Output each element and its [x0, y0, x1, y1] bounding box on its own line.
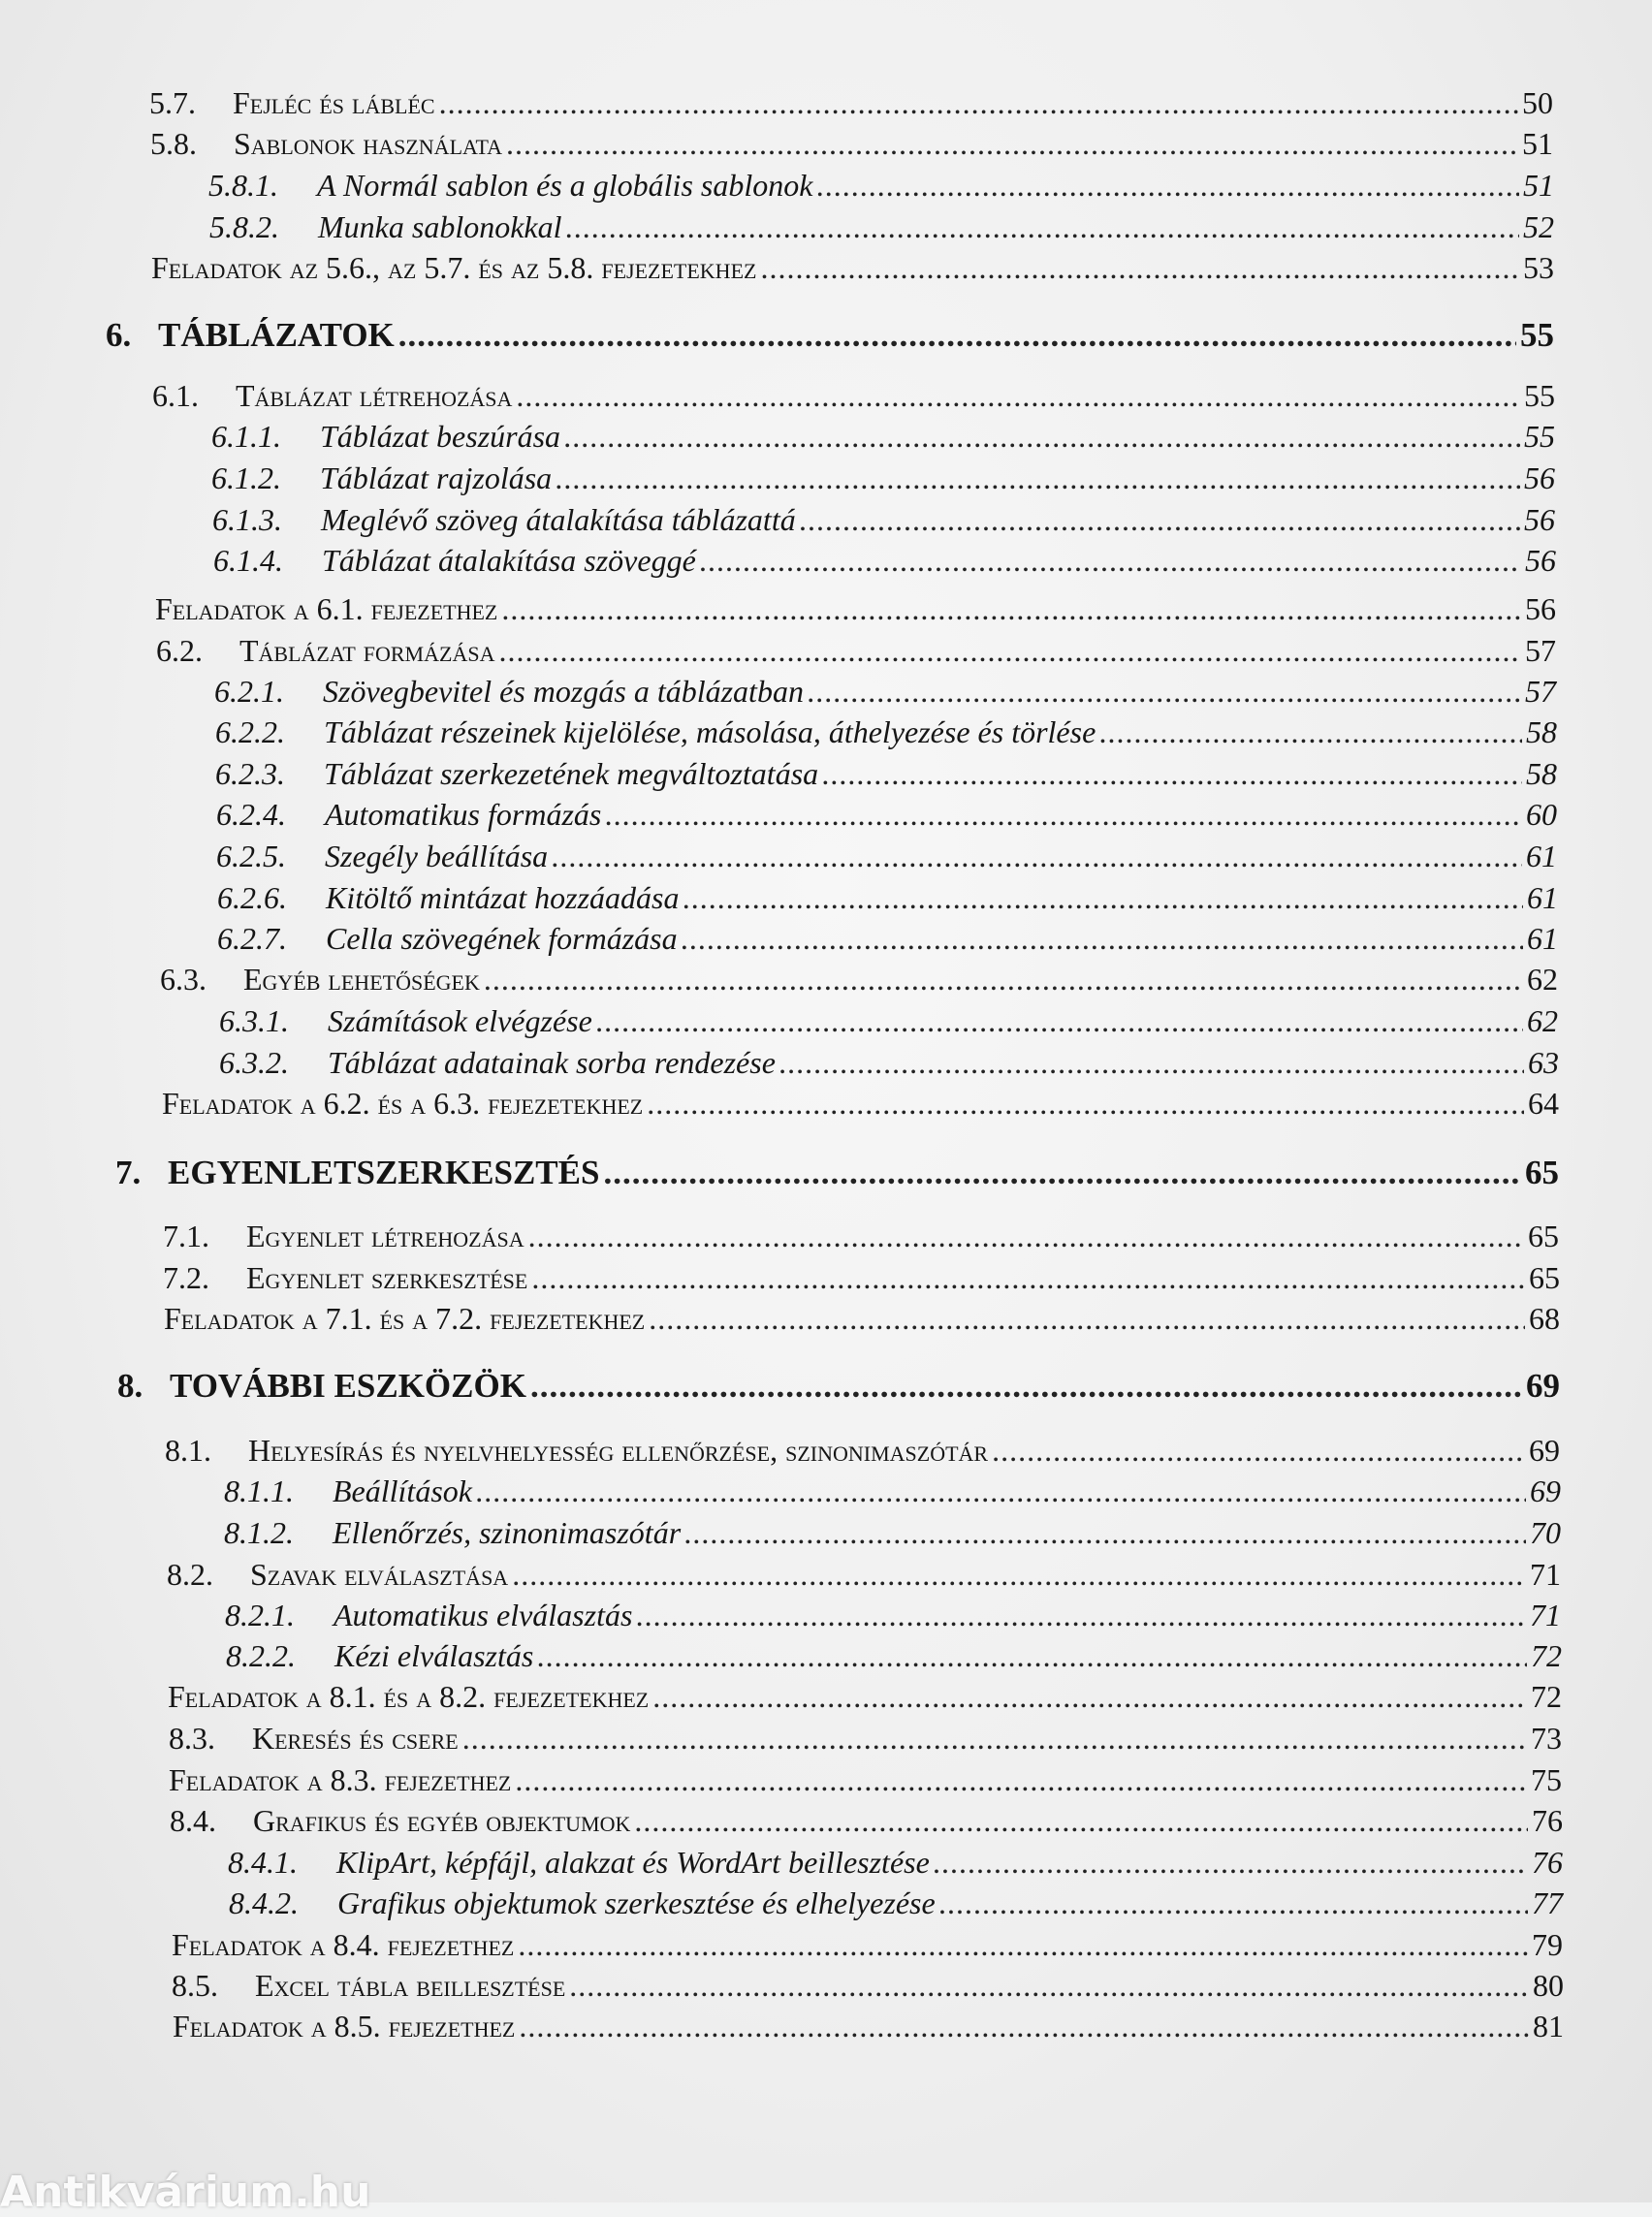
leader-dots — [934, 1845, 1528, 1881]
toc-subsection — [229, 1885, 1563, 1924]
toc-number: 5.8. — [150, 126, 197, 161]
toc-page-number: 61 — [1526, 839, 1557, 873]
toc-number: 8. — [117, 1367, 143, 1405]
toc-section — [167, 1557, 1561, 1596]
leader-dots — [439, 85, 1518, 121]
toc-number: 6.1.1. — [211, 419, 281, 454]
leader-dots — [518, 1927, 1528, 1963]
toc-title: Feladatok a 8.1. és a 8.2. fejezetekhez — [168, 1679, 650, 1714]
toc-title: Grafikus objektumok szerkesztése és elhelyezése — [337, 1885, 936, 1920]
toc-number: 8.2.2. — [226, 1638, 296, 1673]
toc-title: A Normál sablon és a globális sablonok — [317, 168, 813, 203]
toc-number: 6.3. — [160, 962, 206, 997]
toc-page-number: 72 — [1531, 1638, 1562, 1673]
toc-number: 6.1. — [152, 378, 199, 413]
leader-dots — [566, 209, 1520, 245]
toc-number: 6.2.4. — [216, 797, 286, 832]
leader-dots — [498, 633, 1521, 669]
leader-dots — [596, 1003, 1523, 1039]
leader-dots — [800, 502, 1520, 538]
leader-dots — [528, 1219, 1524, 1254]
toc-page-number: 73 — [1531, 1721, 1562, 1756]
leader-dots — [700, 543, 1521, 579]
toc-subsection — [215, 756, 1557, 795]
leader-dots — [537, 1638, 1527, 1674]
toc-subsection — [215, 714, 1557, 753]
toc-subsection — [211, 419, 1555, 458]
toc-page-number: 62 — [1527, 1003, 1558, 1038]
toc-title: Feladatok a 6.2. és a 6.3. fejezetekhez — [162, 1086, 644, 1121]
toc-title: Meglévő szöveg átalakítása táblázattá — [321, 502, 796, 537]
toc-page-number: 65 — [1525, 1154, 1559, 1191]
toc-title: Feladatok a 8.4. fejezethez — [172, 1927, 515, 1962]
toc-section — [150, 126, 1553, 165]
toc-number: 6. — [106, 316, 132, 354]
toc-section — [165, 1433, 1560, 1472]
toc-exercises — [173, 2009, 1564, 2047]
toc-page-number: 69 — [1530, 1473, 1561, 1508]
leader-dots — [684, 1515, 1526, 1551]
toc-page-number: 79 — [1532, 1927, 1563, 1962]
toc-title: Fejléc és lábléc — [233, 85, 435, 120]
toc-number: 5.8.1. — [208, 168, 278, 203]
toc-title: Számítások elvégzése — [328, 1003, 592, 1038]
leader-dots — [647, 1086, 1524, 1122]
leader-dots — [564, 419, 1520, 455]
toc-subsection — [211, 460, 1555, 499]
toc-title: Grafikus és egyéb objektumok — [253, 1803, 631, 1838]
leader-dots — [816, 168, 1519, 204]
toc-number: 8.2.1. — [225, 1598, 295, 1632]
leader-dots — [634, 1803, 1528, 1839]
toc-title: Keresés és csere — [252, 1721, 459, 1756]
toc-subsection — [224, 1473, 1561, 1512]
toc-page-number: 57 — [1525, 674, 1556, 709]
toc-exercises — [155, 591, 1556, 630]
toc-page-number: 68 — [1529, 1301, 1560, 1336]
toc-title: Táblázat beszúrása — [320, 419, 561, 454]
toc-page-number: 60 — [1526, 797, 1557, 832]
toc-page-number: 51 — [1523, 168, 1554, 203]
leader-dots — [760, 250, 1519, 286]
toc-page-number: 63 — [1528, 1045, 1559, 1080]
toc-subsection — [212, 502, 1555, 541]
toc-page-number: 55 — [1524, 378, 1555, 413]
toc-page-number: 62 — [1527, 962, 1558, 997]
toc-number: 6.1.3. — [212, 502, 282, 537]
leader-dots — [484, 962, 1523, 998]
toc-page-number: 80 — [1533, 1968, 1564, 2003]
toc-title: Kézi elválasztás — [334, 1638, 534, 1673]
toc-title: Szavak elválasztása — [250, 1557, 509, 1592]
toc-section — [163, 1260, 1560, 1299]
toc-page-number: 58 — [1526, 756, 1557, 791]
leader-dots — [519, 2009, 1529, 2044]
toc-subsection — [225, 1598, 1561, 1636]
leader-dots — [822, 756, 1522, 792]
toc-page-number: 61 — [1527, 880, 1558, 915]
leader-dots — [531, 1260, 1525, 1296]
toc-title: Táblázat átalakítása szöveggé — [322, 543, 696, 578]
toc-page-number: 56 — [1525, 591, 1556, 626]
toc-number: 6.3.2. — [219, 1045, 289, 1080]
toc-title: Automatikus elválasztás — [334, 1598, 633, 1632]
toc-title: Szegély beállítása — [325, 839, 549, 873]
toc-number: 7.2. — [163, 1260, 209, 1295]
toc-number: 7. — [115, 1154, 142, 1191]
toc-page-number: 64 — [1528, 1086, 1559, 1121]
leader-dots — [501, 591, 1521, 627]
toc-number: 8.5. — [172, 1968, 218, 2003]
leader-dots — [556, 460, 1520, 496]
toc-page-number: 56 — [1525, 543, 1556, 578]
toc-subsection — [228, 1845, 1563, 1884]
toc-title: TÁBLÁZATOK — [158, 316, 395, 354]
toc-title: Excel tábla beillesztése — [255, 1968, 566, 2003]
toc-page-number: 81 — [1533, 2009, 1564, 2043]
leader-dots — [682, 921, 1523, 957]
toc-page-number: 52 — [1523, 209, 1554, 244]
toc-title: Feladatok a 6.1. fejezethez — [155, 591, 498, 626]
toc-title: Feladatok az 5.6., az 5.7. és az 5.8. fejezetekhez — [151, 250, 757, 285]
toc-subsection — [226, 1638, 1562, 1677]
toc-number: 5.8.2. — [209, 209, 279, 244]
toc-title: Kitöltő mintázat hozzáadása — [326, 880, 680, 915]
toc-number: 6.3.1. — [219, 1003, 289, 1038]
toc-section — [156, 633, 1556, 672]
toc-page-number: 56 — [1524, 460, 1555, 495]
toc-chapter — [106, 316, 1554, 355]
toc-subsection — [214, 674, 1556, 713]
toc-subsection — [216, 797, 1557, 836]
toc-page-number: 56 — [1524, 502, 1555, 537]
toc-number: 6.2. — [156, 633, 203, 668]
toc-title: Táblázat formázása — [239, 633, 495, 668]
toc-exercises — [162, 1086, 1559, 1124]
toc-section — [149, 85, 1553, 124]
toc-page-number: 69 — [1529, 1433, 1560, 1468]
toc-title: Helyesírás és nyelvhelyesség ellenőrzése, szinonimaszótár — [248, 1433, 989, 1468]
toc-subsection — [209, 209, 1554, 248]
toc-number: 6.2.6. — [217, 880, 287, 915]
toc-exercises — [169, 1762, 1562, 1801]
toc-number: 5.7. — [149, 85, 196, 120]
leader-dots — [603, 1154, 1521, 1192]
toc-subsection — [208, 168, 1554, 206]
toc-number: 8.1. — [165, 1433, 211, 1468]
toc-title: Táblázat rajzolása — [320, 460, 553, 495]
toc-number: 6.1.4. — [213, 543, 283, 578]
toc-title: Ellenőrzés, szinonimaszótár — [333, 1515, 682, 1550]
toc-exercises — [168, 1679, 1562, 1718]
toc-title: Feladatok a 7.1. és a 7.2. fejezetekhez — [164, 1301, 646, 1336]
toc-title: Cella szövegének formázása — [326, 921, 678, 956]
toc-title: Táblázat részeinek kijelölése, másolása, áthelyezése és törlése — [324, 714, 1096, 749]
toc-subsection — [216, 839, 1557, 877]
toc-title: Egyenlet szerkesztése — [246, 1260, 528, 1295]
toc-number: 6.2.1. — [214, 674, 284, 709]
toc-page-number: 71 — [1530, 1598, 1561, 1632]
leader-dots — [779, 1045, 1524, 1081]
toc-page-number: 75 — [1531, 1762, 1562, 1797]
leader-dots — [636, 1598, 1526, 1633]
leader-dots — [939, 1885, 1528, 1921]
leader-dots — [398, 316, 1516, 355]
toc-subsection — [219, 1003, 1558, 1042]
toc-title: Sablonok használata — [234, 126, 503, 161]
toc-title: Táblázat szerkezetének megváltoztatása — [324, 756, 819, 791]
toc-page-number: 77 — [1532, 1885, 1563, 1920]
toc-page-number: 61 — [1527, 921, 1558, 956]
toc-number: 8.4.2. — [229, 1885, 299, 1920]
toc-subsection — [224, 1515, 1561, 1554]
leader-dots — [1099, 714, 1522, 750]
toc-subsection — [217, 880, 1558, 919]
leader-dots — [462, 1721, 1527, 1757]
toc-section — [172, 1968, 1564, 2007]
toc-title: Táblázat adatainak sorba rendezése — [328, 1045, 776, 1080]
leader-dots — [512, 1557, 1526, 1593]
toc-title: EGYENLETSZERKESZTÉS — [168, 1154, 600, 1191]
toc-chapter — [115, 1154, 1559, 1192]
toc-number: 8.2. — [167, 1557, 213, 1592]
toc-page-number: 58 — [1526, 714, 1557, 749]
leader-dots — [476, 1473, 1526, 1509]
toc-page-number: 76 — [1532, 1803, 1563, 1838]
toc-page-number: 53 — [1523, 250, 1554, 285]
toc-exercises — [172, 1927, 1563, 1966]
toc-section — [169, 1721, 1562, 1759]
leader-dots — [808, 674, 1521, 710]
toc-section — [152, 378, 1555, 417]
leader-dots — [506, 126, 1518, 162]
toc-number: 7.1. — [163, 1219, 209, 1253]
toc-title: Automatikus formázás — [325, 797, 602, 832]
toc-number: 6.2.5. — [216, 839, 286, 873]
toc-number: 8.4.1. — [228, 1845, 298, 1880]
toc-page-number: 65 — [1528, 1219, 1559, 1253]
toc-title: Egyenlet létrehozása — [246, 1219, 524, 1253]
toc-subsection — [219, 1045, 1559, 1084]
toc-number: 6.2.2. — [215, 714, 285, 749]
toc-number: 6.1.2. — [211, 460, 281, 495]
toc-page-number: 55 — [1524, 419, 1555, 454]
leader-dots — [569, 1968, 1529, 2004]
toc-number: 6.2.3. — [215, 756, 285, 791]
toc-number: 6.2.7. — [217, 921, 287, 956]
toc-number: 8.1.2. — [224, 1515, 294, 1550]
leader-dots — [530, 1367, 1522, 1406]
leader-dots — [552, 839, 1522, 874]
toc-page-number: 57 — [1525, 633, 1556, 668]
toc-subsection — [213, 543, 1556, 582]
leader-dots — [683, 880, 1524, 916]
leader-dots — [605, 797, 1522, 833]
toc-section — [163, 1219, 1559, 1257]
watermark: Antikvárium.hu — [0, 2168, 371, 2217]
leader-dots — [652, 1679, 1527, 1715]
toc-section — [160, 962, 1558, 1000]
toc-exercises — [164, 1301, 1560, 1340]
toc-exercises — [151, 250, 1554, 289]
toc-title: Feladatok a 8.3. fejezethez — [169, 1762, 512, 1797]
toc-subsection — [217, 921, 1558, 960]
toc-number: 8.4. — [170, 1803, 216, 1838]
toc-page-number: 70 — [1530, 1515, 1561, 1550]
leader-dots — [992, 1433, 1525, 1469]
toc-title: KlipArt, képfájl, alakzat és WordArt beillesztése — [336, 1845, 930, 1880]
toc-title: Beállítások — [333, 1473, 472, 1508]
toc-title: Munka sablonokkal — [318, 209, 562, 244]
leader-dots — [516, 378, 1520, 414]
toc-title: TOVÁBBI ESZKÖZÖK — [170, 1367, 526, 1405]
toc-number: 8.3. — [169, 1721, 215, 1756]
toc-page-number: 71 — [1530, 1557, 1561, 1592]
toc-page-number: 55 — [1520, 316, 1554, 354]
toc-number: 8.1.1. — [224, 1473, 294, 1508]
toc-page-number: 72 — [1531, 1679, 1562, 1714]
toc-page-number: 69 — [1526, 1367, 1560, 1405]
toc-page-number: 50 — [1522, 85, 1553, 120]
toc-title: Táblázat létrehozása — [236, 378, 513, 413]
leader-dots — [515, 1762, 1527, 1798]
toc-chapter — [117, 1367, 1560, 1406]
toc-page-number: 51 — [1522, 126, 1553, 161]
toc-title: Egyéb lehetőségek — [243, 962, 480, 997]
toc-title: Szövegbevitel és mozgás a táblázatban — [323, 674, 804, 709]
toc-title: Feladatok a 8.5. fejezethez — [173, 2009, 516, 2043]
toc-page-number: 65 — [1529, 1260, 1560, 1295]
toc-section — [170, 1803, 1563, 1842]
toc-page-number: 76 — [1532, 1845, 1563, 1880]
leader-dots — [649, 1301, 1525, 1337]
